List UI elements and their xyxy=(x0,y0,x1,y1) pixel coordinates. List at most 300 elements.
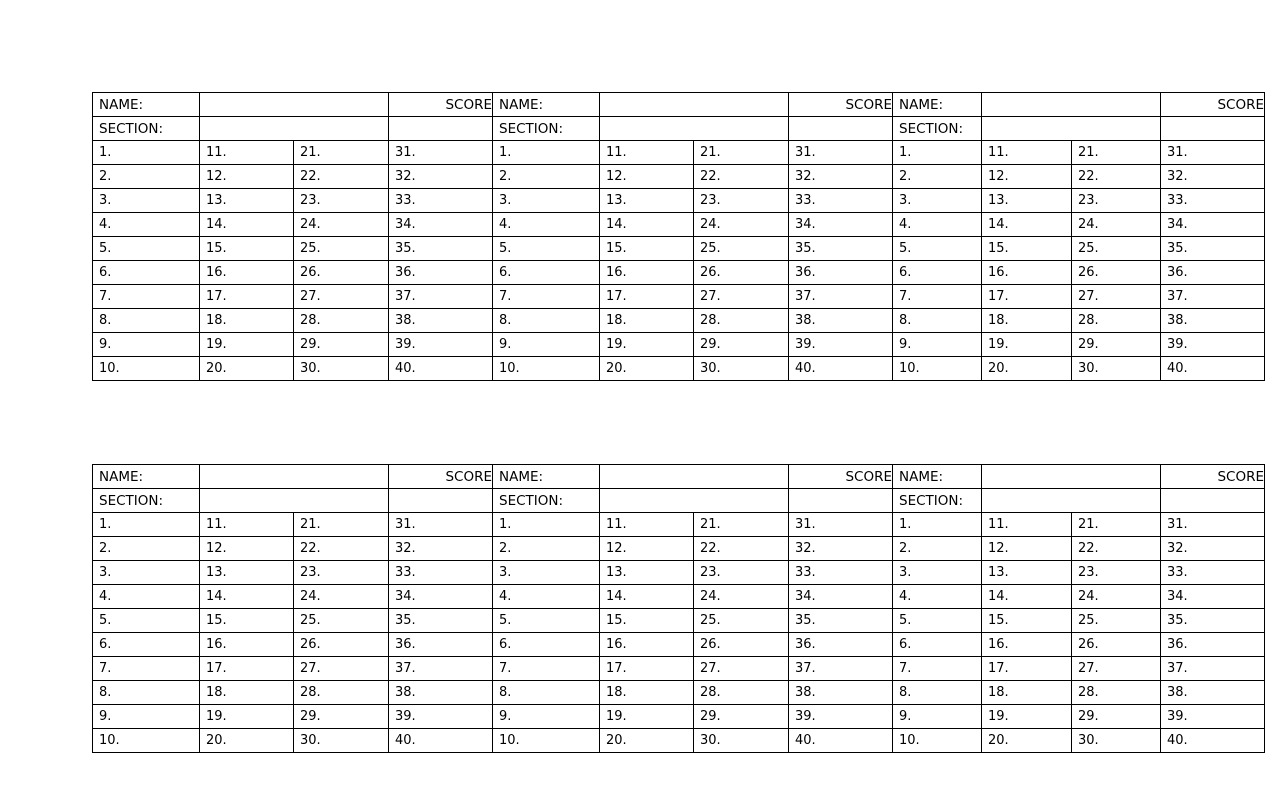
answer-cell[interactable]: 23. xyxy=(694,189,789,213)
answer-cell[interactable]: 12. xyxy=(200,537,294,561)
answer-cell[interactable]: 3. xyxy=(93,189,200,213)
answer-cell[interactable]: 33. xyxy=(1161,561,1265,585)
answer-cell[interactable]: 14. xyxy=(982,585,1072,609)
answer-cell[interactable]: 36. xyxy=(789,261,893,285)
answer-cell[interactable]: 15. xyxy=(982,237,1072,261)
answer-cell[interactable]: 30. xyxy=(694,357,789,381)
name-row xyxy=(893,465,1265,489)
answer-cell[interactable]: 25. xyxy=(1072,609,1161,633)
answer-cell[interactable]: 28. xyxy=(1072,309,1161,333)
answer-cell[interactable]: 11. xyxy=(200,141,294,165)
answer-row xyxy=(893,285,1265,309)
answer-cell[interactable]: 21. xyxy=(294,141,389,165)
answer-row xyxy=(893,729,1265,753)
answer-cell[interactable]: 16. xyxy=(982,633,1072,657)
answer-cell[interactable]: 9. xyxy=(93,333,200,357)
answer-cell[interactable]: 21. xyxy=(694,513,789,537)
answer-cell[interactable]: 10. xyxy=(493,729,600,753)
answer-cell[interactable]: 34. xyxy=(1161,213,1265,237)
answer-cell[interactable]: 31. xyxy=(1161,141,1265,165)
score-field[interactable] xyxy=(389,489,493,513)
answer-cell[interactable]: 38. xyxy=(389,309,493,333)
answer-cell[interactable]: 27. xyxy=(694,657,789,681)
answer-cell[interactable]: 20. xyxy=(200,729,294,753)
answer-cell[interactable]: 17. xyxy=(600,285,694,309)
answer-cell[interactable]: 34. xyxy=(789,213,893,237)
answer-cell[interactable]: 1. xyxy=(893,141,982,165)
answer-cell[interactable]: 3. xyxy=(893,561,982,585)
answer-cell[interactable]: 31. xyxy=(389,141,493,165)
answer-cell[interactable]: 2. xyxy=(93,537,200,561)
answer-cell[interactable]: 24. xyxy=(1072,213,1161,237)
answer-row xyxy=(493,729,893,753)
answer-cell[interactable]: 34. xyxy=(389,213,493,237)
answer-cell[interactable]: 12. xyxy=(200,165,294,189)
answer-cell[interactable]: 33. xyxy=(789,561,893,585)
answer-cell[interactable]: 39. xyxy=(789,333,893,357)
answer-cell[interactable]: 29. xyxy=(294,333,389,357)
answer-row xyxy=(893,609,1265,633)
answer-cell[interactable]: 5. xyxy=(93,237,200,261)
answer-cell[interactable]: 22. xyxy=(694,537,789,561)
answer-row xyxy=(893,237,1265,261)
answer-cell[interactable]: 12. xyxy=(982,165,1072,189)
answer-cell[interactable]: 20. xyxy=(600,729,694,753)
answer-cell[interactable]: 39. xyxy=(1161,333,1265,357)
answer-cell[interactable]: 17. xyxy=(200,657,294,681)
answer-cell[interactable]: 20. xyxy=(600,357,694,381)
answer-cell[interactable]: 30. xyxy=(1072,357,1161,381)
answer-cell[interactable]: 1. xyxy=(493,141,600,165)
answer-cell[interactable]: 33. xyxy=(389,189,493,213)
answer-cell[interactable]: 26. xyxy=(694,261,789,285)
answer-row xyxy=(493,633,893,657)
answer-cell[interactable]: 35. xyxy=(1161,237,1265,261)
answer-cell[interactable]: 3. xyxy=(493,561,600,585)
name-field[interactable] xyxy=(982,465,1161,489)
answer-cell[interactable]: 10. xyxy=(93,357,200,381)
answer-cell[interactable]: 35. xyxy=(389,609,493,633)
answer-cell[interactable]: 1. xyxy=(93,513,200,537)
answer-cell[interactable]: 5. xyxy=(493,237,600,261)
answer-cell[interactable]: 28. xyxy=(294,309,389,333)
answer-cell[interactable]: 1. xyxy=(493,513,600,537)
answer-cell[interactable]: 18. xyxy=(600,309,694,333)
answer-row xyxy=(893,333,1265,357)
answer-cell[interactable]: 21. xyxy=(1072,513,1161,537)
answer-cell[interactable]: 21. xyxy=(1072,141,1161,165)
answer-cell[interactable]: 31. xyxy=(789,513,893,537)
answer-cell[interactable]: 6. xyxy=(93,261,200,285)
answer-cell[interactable]: 34. xyxy=(389,585,493,609)
score-label: SCORE xyxy=(1161,465,1265,489)
section-field[interactable] xyxy=(982,489,1161,513)
answer-cell[interactable]: 2. xyxy=(893,165,982,189)
answer-cell[interactable]: 7. xyxy=(493,657,600,681)
answer-cell[interactable]: 16. xyxy=(200,633,294,657)
score-field[interactable] xyxy=(789,489,893,513)
answer-cell[interactable]: 39. xyxy=(789,705,893,729)
answer-cell[interactable]: 36. xyxy=(789,633,893,657)
answer-cell[interactable]: 19. xyxy=(200,705,294,729)
answer-cell[interactable]: 31. xyxy=(789,141,893,165)
answer-cell[interactable]: 24. xyxy=(1072,585,1161,609)
answer-cell[interactable]: 22. xyxy=(294,165,389,189)
answer-cell[interactable]: 2. xyxy=(493,165,600,189)
answer-row xyxy=(893,633,1265,657)
answer-cell[interactable]: 21. xyxy=(694,141,789,165)
section-field[interactable] xyxy=(982,117,1161,141)
answer-cell[interactable]: 18. xyxy=(600,681,694,705)
answer-cell[interactable]: 32. xyxy=(389,165,493,189)
answer-cell[interactable]: 19. xyxy=(600,705,694,729)
answer-cell[interactable]: 22. xyxy=(1072,165,1161,189)
name-field[interactable] xyxy=(600,93,789,117)
name-row xyxy=(93,465,493,489)
answer-row xyxy=(493,213,893,237)
answer-cell[interactable]: 18. xyxy=(982,681,1072,705)
answer-cell[interactable]: 25. xyxy=(294,609,389,633)
answer-cell[interactable]: 22. xyxy=(294,537,389,561)
answer-cell[interactable]: 10. xyxy=(893,357,982,381)
answer-cell[interactable]: 4. xyxy=(93,213,200,237)
answer-cell[interactable]: 20. xyxy=(200,357,294,381)
answer-cell[interactable]: 39. xyxy=(389,333,493,357)
answer-cell[interactable]: 32. xyxy=(1161,165,1265,189)
answer-cell[interactable]: 9. xyxy=(893,333,982,357)
answer-cell[interactable]: 5. xyxy=(893,609,982,633)
section-row xyxy=(893,489,1265,513)
answer-cell[interactable]: 30. xyxy=(1072,729,1161,753)
answer-cell[interactable]: 16. xyxy=(982,261,1072,285)
answer-cell[interactable]: 9. xyxy=(893,705,982,729)
answer-cell[interactable]: 6. xyxy=(493,633,600,657)
answer-cell[interactable]: 40. xyxy=(789,357,893,381)
answer-table xyxy=(92,92,493,381)
answer-cell[interactable]: 28. xyxy=(1072,681,1161,705)
answer-cell[interactable]: 32. xyxy=(789,537,893,561)
answer-cell[interactable]: 37. xyxy=(389,657,493,681)
answer-cell[interactable]: 27. xyxy=(294,285,389,309)
answer-cell[interactable]: 23. xyxy=(294,189,389,213)
section-field[interactable] xyxy=(200,117,389,141)
answer-cell[interactable]: 14. xyxy=(982,213,1072,237)
answer-cell[interactable]: 40. xyxy=(389,357,493,381)
answer-cell[interactable]: 13. xyxy=(982,189,1072,213)
answer-cell[interactable]: 8. xyxy=(93,309,200,333)
answer-cell[interactable]: 18. xyxy=(982,309,1072,333)
answer-cell[interactable]: 35. xyxy=(1161,609,1265,633)
name-field[interactable] xyxy=(200,465,389,489)
answer-cell[interactable]: 24. xyxy=(694,213,789,237)
answer-cell[interactable]: 25. xyxy=(694,237,789,261)
answer-cell[interactable]: 33. xyxy=(1161,189,1265,213)
answer-cell[interactable]: 2. xyxy=(493,537,600,561)
answer-cell[interactable]: 29. xyxy=(294,705,389,729)
answer-cell[interactable]: 15. xyxy=(200,237,294,261)
answer-cell[interactable]: 26. xyxy=(694,633,789,657)
name-row xyxy=(493,465,893,489)
answer-cell[interactable]: 11. xyxy=(600,513,694,537)
answer-cell[interactable]: 8. xyxy=(493,309,600,333)
answer-cell[interactable]: 38. xyxy=(789,681,893,705)
answer-cell[interactable]: 3. xyxy=(893,189,982,213)
answer-cell[interactable]: 37. xyxy=(1161,657,1265,681)
answer-cell[interactable]: 34. xyxy=(789,585,893,609)
answer-cell[interactable]: 30. xyxy=(294,729,389,753)
answer-cell[interactable]: 39. xyxy=(1161,705,1265,729)
answer-cell[interactable]: 37. xyxy=(389,285,493,309)
answer-cell[interactable]: 2. xyxy=(893,537,982,561)
answer-cell[interactable]: 25. xyxy=(294,237,389,261)
answer-cell[interactable]: 8. xyxy=(493,681,600,705)
answer-cell[interactable]: 13. xyxy=(600,189,694,213)
answer-cell[interactable]: 26. xyxy=(294,633,389,657)
answer-cell[interactable]: 22. xyxy=(694,165,789,189)
answer-cell[interactable]: 14. xyxy=(200,585,294,609)
answer-cell[interactable]: 15. xyxy=(600,237,694,261)
answer-cell[interactable]: 7. xyxy=(893,657,982,681)
answer-cell[interactable]: 39. xyxy=(389,705,493,729)
answer-row xyxy=(493,561,893,585)
score-field[interactable] xyxy=(389,117,493,141)
answer-cell[interactable]: 10. xyxy=(93,729,200,753)
answer-cell[interactable]: 19. xyxy=(200,333,294,357)
answer-cell[interactable]: 27. xyxy=(694,285,789,309)
answer-cell[interactable]: 36. xyxy=(389,261,493,285)
answer-cell[interactable]: 9. xyxy=(493,333,600,357)
answer-cell[interactable]: 17. xyxy=(982,285,1072,309)
answer-cell[interactable]: 27. xyxy=(1072,657,1161,681)
section-field[interactable] xyxy=(200,489,389,513)
answer-cell[interactable]: 5. xyxy=(493,609,600,633)
answer-cell[interactable]: 38. xyxy=(1161,681,1265,705)
answer-cell[interactable]: 29. xyxy=(694,705,789,729)
answer-cell[interactable]: 16. xyxy=(600,261,694,285)
answer-cell[interactable]: 7. xyxy=(93,657,200,681)
answer-cell[interactable]: 13. xyxy=(600,561,694,585)
answer-cell[interactable]: 17. xyxy=(982,657,1072,681)
answer-row xyxy=(93,357,493,381)
answer-cell[interactable]: 33. xyxy=(389,561,493,585)
answer-row xyxy=(493,309,893,333)
answer-cell[interactable]: 12. xyxy=(600,165,694,189)
answer-cell[interactable]: 31. xyxy=(1161,513,1265,537)
answer-cell[interactable]: 4. xyxy=(493,213,600,237)
answer-row xyxy=(493,189,893,213)
answer-row xyxy=(93,333,493,357)
answer-cell[interactable]: 13. xyxy=(200,561,294,585)
answer-cell[interactable]: 28. xyxy=(694,309,789,333)
answer-cell[interactable]: 16. xyxy=(200,261,294,285)
answer-cell[interactable]: 27. xyxy=(294,657,389,681)
answer-cell[interactable]: 8. xyxy=(893,681,982,705)
answer-cell[interactable]: 9. xyxy=(493,705,600,729)
answer-cell[interactable]: 20. xyxy=(982,357,1072,381)
answer-cell[interactable]: 15. xyxy=(982,609,1072,633)
answer-cell[interactable]: 3. xyxy=(493,189,600,213)
name-field[interactable] xyxy=(200,93,389,117)
answer-cell[interactable]: 4. xyxy=(893,585,982,609)
answer-cell[interactable]: 7. xyxy=(493,285,600,309)
section-field[interactable] xyxy=(600,117,789,141)
answer-cell[interactable]: 15. xyxy=(200,609,294,633)
score-field[interactable] xyxy=(789,117,893,141)
name-label: NAME: xyxy=(493,93,600,117)
answer-cell[interactable]: 36. xyxy=(389,633,493,657)
answer-cell[interactable]: 7. xyxy=(893,285,982,309)
answer-row xyxy=(93,261,493,285)
answer-cell[interactable]: 31. xyxy=(389,513,493,537)
name-label: NAME: xyxy=(93,465,200,489)
answer-cell[interactable]: 6. xyxy=(893,261,982,285)
answer-cell[interactable]: 37. xyxy=(789,657,893,681)
answer-cell[interactable]: 23. xyxy=(294,561,389,585)
answer-cell[interactable]: 12. xyxy=(982,537,1072,561)
answer-cell[interactable]: 19. xyxy=(600,333,694,357)
answer-cell[interactable]: 28. xyxy=(694,681,789,705)
answer-cell[interactable]: 38. xyxy=(389,681,493,705)
answer-cell[interactable]: 8. xyxy=(93,681,200,705)
answer-cell[interactable]: 26. xyxy=(1072,633,1161,657)
answer-cell[interactable]: 24. xyxy=(694,585,789,609)
answer-cell[interactable]: 4. xyxy=(93,585,200,609)
answer-row xyxy=(493,141,893,165)
answer-cell[interactable]: 32. xyxy=(1161,537,1265,561)
answer-cell[interactable]: 19. xyxy=(982,333,1072,357)
answer-row xyxy=(93,513,493,537)
answer-cell[interactable]: 23. xyxy=(1072,189,1161,213)
answer-cell[interactable]: 37. xyxy=(1161,285,1265,309)
answer-cell[interactable]: 11. xyxy=(982,513,1072,537)
answer-cell[interactable]: 5. xyxy=(893,237,982,261)
answer-row xyxy=(893,213,1265,237)
answer-cell[interactable]: 14. xyxy=(600,585,694,609)
name-row xyxy=(93,93,493,117)
answer-cell[interactable]: 22. xyxy=(1072,537,1161,561)
answer-cell[interactable]: 27. xyxy=(1072,285,1161,309)
answer-cell[interactable]: 9. xyxy=(93,705,200,729)
section-field[interactable] xyxy=(600,489,789,513)
answer-row xyxy=(93,189,493,213)
answer-cell[interactable]: 29. xyxy=(1072,705,1161,729)
answer-cell[interactable]: 18. xyxy=(200,681,294,705)
answer-cell[interactable]: 32. xyxy=(389,537,493,561)
answer-cell[interactable]: 7. xyxy=(93,285,200,309)
answer-cell[interactable]: 21. xyxy=(294,513,389,537)
answer-cell[interactable]: 6. xyxy=(893,633,982,657)
answer-cell[interactable]: 26. xyxy=(1072,261,1161,285)
answer-cell[interactable]: 23. xyxy=(1072,561,1161,585)
answer-table xyxy=(892,92,1265,381)
section-row xyxy=(93,489,493,513)
answer-cell[interactable]: 14. xyxy=(600,213,694,237)
answer-cell[interactable]: 5. xyxy=(93,609,200,633)
answer-cell[interactable]: 13. xyxy=(982,561,1072,585)
answer-row xyxy=(893,357,1265,381)
answer-cell[interactable]: 29. xyxy=(1072,333,1161,357)
answer-cell[interactable]: 36. xyxy=(1161,261,1265,285)
answer-row xyxy=(493,681,893,705)
answer-row xyxy=(93,165,493,189)
answer-cell[interactable]: 29. xyxy=(694,333,789,357)
answer-cell[interactable]: 1. xyxy=(93,141,200,165)
answer-cell[interactable]: 14. xyxy=(200,213,294,237)
answer-sheet-row-clip xyxy=(92,464,1264,764)
answer-cell[interactable]: 1. xyxy=(893,513,982,537)
answer-cell[interactable]: 34. xyxy=(1161,585,1265,609)
answer-cell[interactable]: 8. xyxy=(893,309,982,333)
answer-cell[interactable]: 33. xyxy=(789,189,893,213)
answer-cell[interactable]: 26. xyxy=(294,261,389,285)
answer-cell[interactable]: 11. xyxy=(982,141,1072,165)
answer-row xyxy=(93,537,493,561)
answer-cell[interactable]: 13. xyxy=(200,189,294,213)
answer-cell[interactable]: 2. xyxy=(93,165,200,189)
answer-cell[interactable]: 40. xyxy=(1161,357,1265,381)
answer-cell[interactable]: 11. xyxy=(600,141,694,165)
answer-cell[interactable]: 35. xyxy=(789,609,893,633)
name-field[interactable] xyxy=(982,93,1161,117)
answer-cell[interactable]: 15. xyxy=(600,609,694,633)
answer-row xyxy=(893,513,1265,537)
answer-cell[interactable]: 4. xyxy=(493,585,600,609)
answer-cell[interactable]: 20. xyxy=(982,729,1072,753)
answer-cell[interactable]: 25. xyxy=(694,609,789,633)
answer-cell[interactable]: 10. xyxy=(893,729,982,753)
name-field[interactable] xyxy=(600,465,789,489)
answer-cell[interactable]: 40. xyxy=(789,729,893,753)
answer-cell[interactable]: 11. xyxy=(200,513,294,537)
answer-cell[interactable]: 37. xyxy=(789,285,893,309)
answer-cell[interactable]: 3. xyxy=(93,561,200,585)
score-field[interactable] xyxy=(1161,489,1265,513)
answer-cell[interactable]: 36. xyxy=(1161,633,1265,657)
answer-cell[interactable]: 6. xyxy=(493,261,600,285)
answer-cell[interactable]: 40. xyxy=(389,729,493,753)
answer-table xyxy=(492,464,893,753)
answer-cell[interactable]: 25. xyxy=(1072,237,1161,261)
answer-cell[interactable]: 19. xyxy=(982,705,1072,729)
answer-cell[interactable]: 40. xyxy=(1161,729,1265,753)
answer-cell[interactable]: 24. xyxy=(294,585,389,609)
answer-cell[interactable]: 12. xyxy=(600,537,694,561)
answer-cell[interactable]: 17. xyxy=(200,285,294,309)
answer-cell[interactable]: 23. xyxy=(694,561,789,585)
answer-cell[interactable]: 38. xyxy=(789,309,893,333)
answer-row xyxy=(893,681,1265,705)
score-field[interactable] xyxy=(1161,117,1265,141)
answer-cell[interactable]: 16. xyxy=(600,633,694,657)
answer-cell[interactable]: 38. xyxy=(1161,309,1265,333)
answer-cell[interactable]: 18. xyxy=(200,309,294,333)
answer-row xyxy=(493,585,893,609)
answer-cell[interactable]: 35. xyxy=(789,237,893,261)
answer-cell[interactable]: 28. xyxy=(294,681,389,705)
answer-cell[interactable]: 4. xyxy=(893,213,982,237)
name-row xyxy=(493,93,893,117)
section-row xyxy=(493,489,893,513)
answer-cell[interactable]: 30. xyxy=(294,357,389,381)
answer-cell[interactable]: 10. xyxy=(493,357,600,381)
answer-cell[interactable]: 30. xyxy=(694,729,789,753)
answer-cell[interactable]: 6. xyxy=(93,633,200,657)
answer-cell[interactable]: 32. xyxy=(789,165,893,189)
answer-cell[interactable]: 35. xyxy=(389,237,493,261)
answer-block xyxy=(92,92,493,381)
answer-cell[interactable]: 24. xyxy=(294,213,389,237)
answer-cell[interactable]: 17. xyxy=(600,657,694,681)
